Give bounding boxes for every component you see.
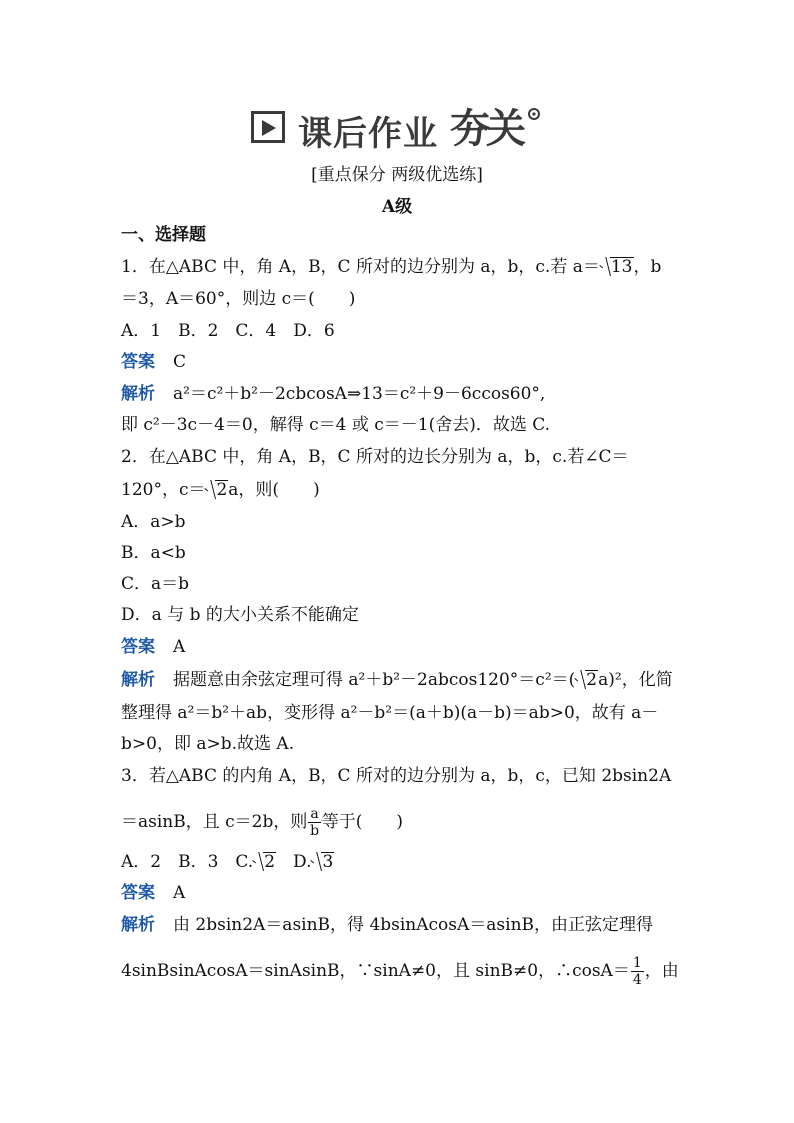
svg-text:夯关: 夯关: [450, 106, 522, 150]
q3-explanation-line1: 解析 由 2bsin2A＝asinB，得 4bsinAcosA＝asinB，由正弦定理得: [121, 915, 654, 935]
q2-option-c: C．a＝b: [121, 574, 190, 594]
fraction-a-over-b: $\frac{a}{b}$: [310, 806, 320, 839]
q2-stem-line2: 120°，c＝ 2a，则( ): [121, 480, 320, 500]
brand-logo-icon: [448, 102, 544, 150]
level-heading: A级: [381, 197, 413, 217]
fraction-one-quarter: $\frac{1}{4}$: [632, 955, 642, 988]
q3-answer: 答案 A: [121, 883, 186, 903]
page-header: [0, 102, 794, 152]
q1-options: A．1 B．2 C．4 D．6: [121, 321, 335, 341]
q2-option-b: B．a<b: [121, 543, 186, 563]
section-heading: 一、选择题: [121, 225, 206, 245]
q3-stem-line1: 3．若△ABC 的内角 A，B，C 所对的边分别为 a，b，c，已知 2bsin2A: [121, 766, 672, 786]
q1-explanation-line1: 解析 a²＝c²＋b²－2cbcosA⇒13＝c²＋9－6ccos60°,: [121, 384, 546, 404]
q2-option-d: D．a 与 b 的大小关系不能确定: [121, 605, 359, 625]
header-title: 课后作业: [298, 114, 438, 154]
play-icon: [251, 111, 285, 143]
q3-options: A．2 B．3 C. 2 D. 3: [121, 852, 334, 872]
sqrt-symbol: 13: [600, 257, 634, 277]
sqrt-symbol: 3: [311, 852, 334, 872]
q1-stem-line1: 1．在△ABC 中，角 A，B，C 所对的边分别为 a，b，c.若 a＝ 13，b: [121, 257, 662, 277]
q2-option-a: A．a>b: [121, 512, 186, 532]
q2-stem-line1: 2．在△ABC 中，角 A，B，C 所对的边长分别为 a，b，c.若∠C＝: [121, 447, 629, 467]
sqrt-symbol: 2: [575, 670, 598, 690]
q2-explanation-line1: 解析 据题意由余弦定理可得 a²＋b²－2abcos120°＝c²＝( 2a)²，化简: [121, 670, 673, 690]
q3-explanation-line2: 4sinBsinAcosA＝sinAsinB，∵sinA≠0，且 sinB≠0，∴cosA＝ $\frac{1}{4}$ ，由: [121, 955, 679, 988]
q1-explanation-line2: 即 c²－3c－4＝0，解得 c＝4 或 c＝－1(舍去)．故选 C.: [121, 415, 551, 435]
q1-stem-line2: ＝3，A＝60°，则边 c＝( ): [121, 289, 356, 309]
sqrt-symbol: 2: [205, 480, 228, 500]
q2-explanation-line2: 整理得 a²＝b²＋ab，变形得 a²－b²＝(a＋b)(a－b)＝ab>0，故有 a－: [121, 703, 659, 723]
q1-answer: 答案 C: [121, 352, 187, 372]
sqrt-symbol: 2: [253, 852, 276, 872]
q2-answer: 答案 A: [121, 637, 186, 657]
q3-stem-line2: ＝asinB，且 c＝2b，则 $\frac{a}{b}$ 等于( ): [121, 806, 403, 839]
q2-explanation-line3: b>0，即 a>b.故选 A.: [121, 734, 295, 754]
subtitle: [重点保分 两级优选练]: [311, 165, 483, 185]
